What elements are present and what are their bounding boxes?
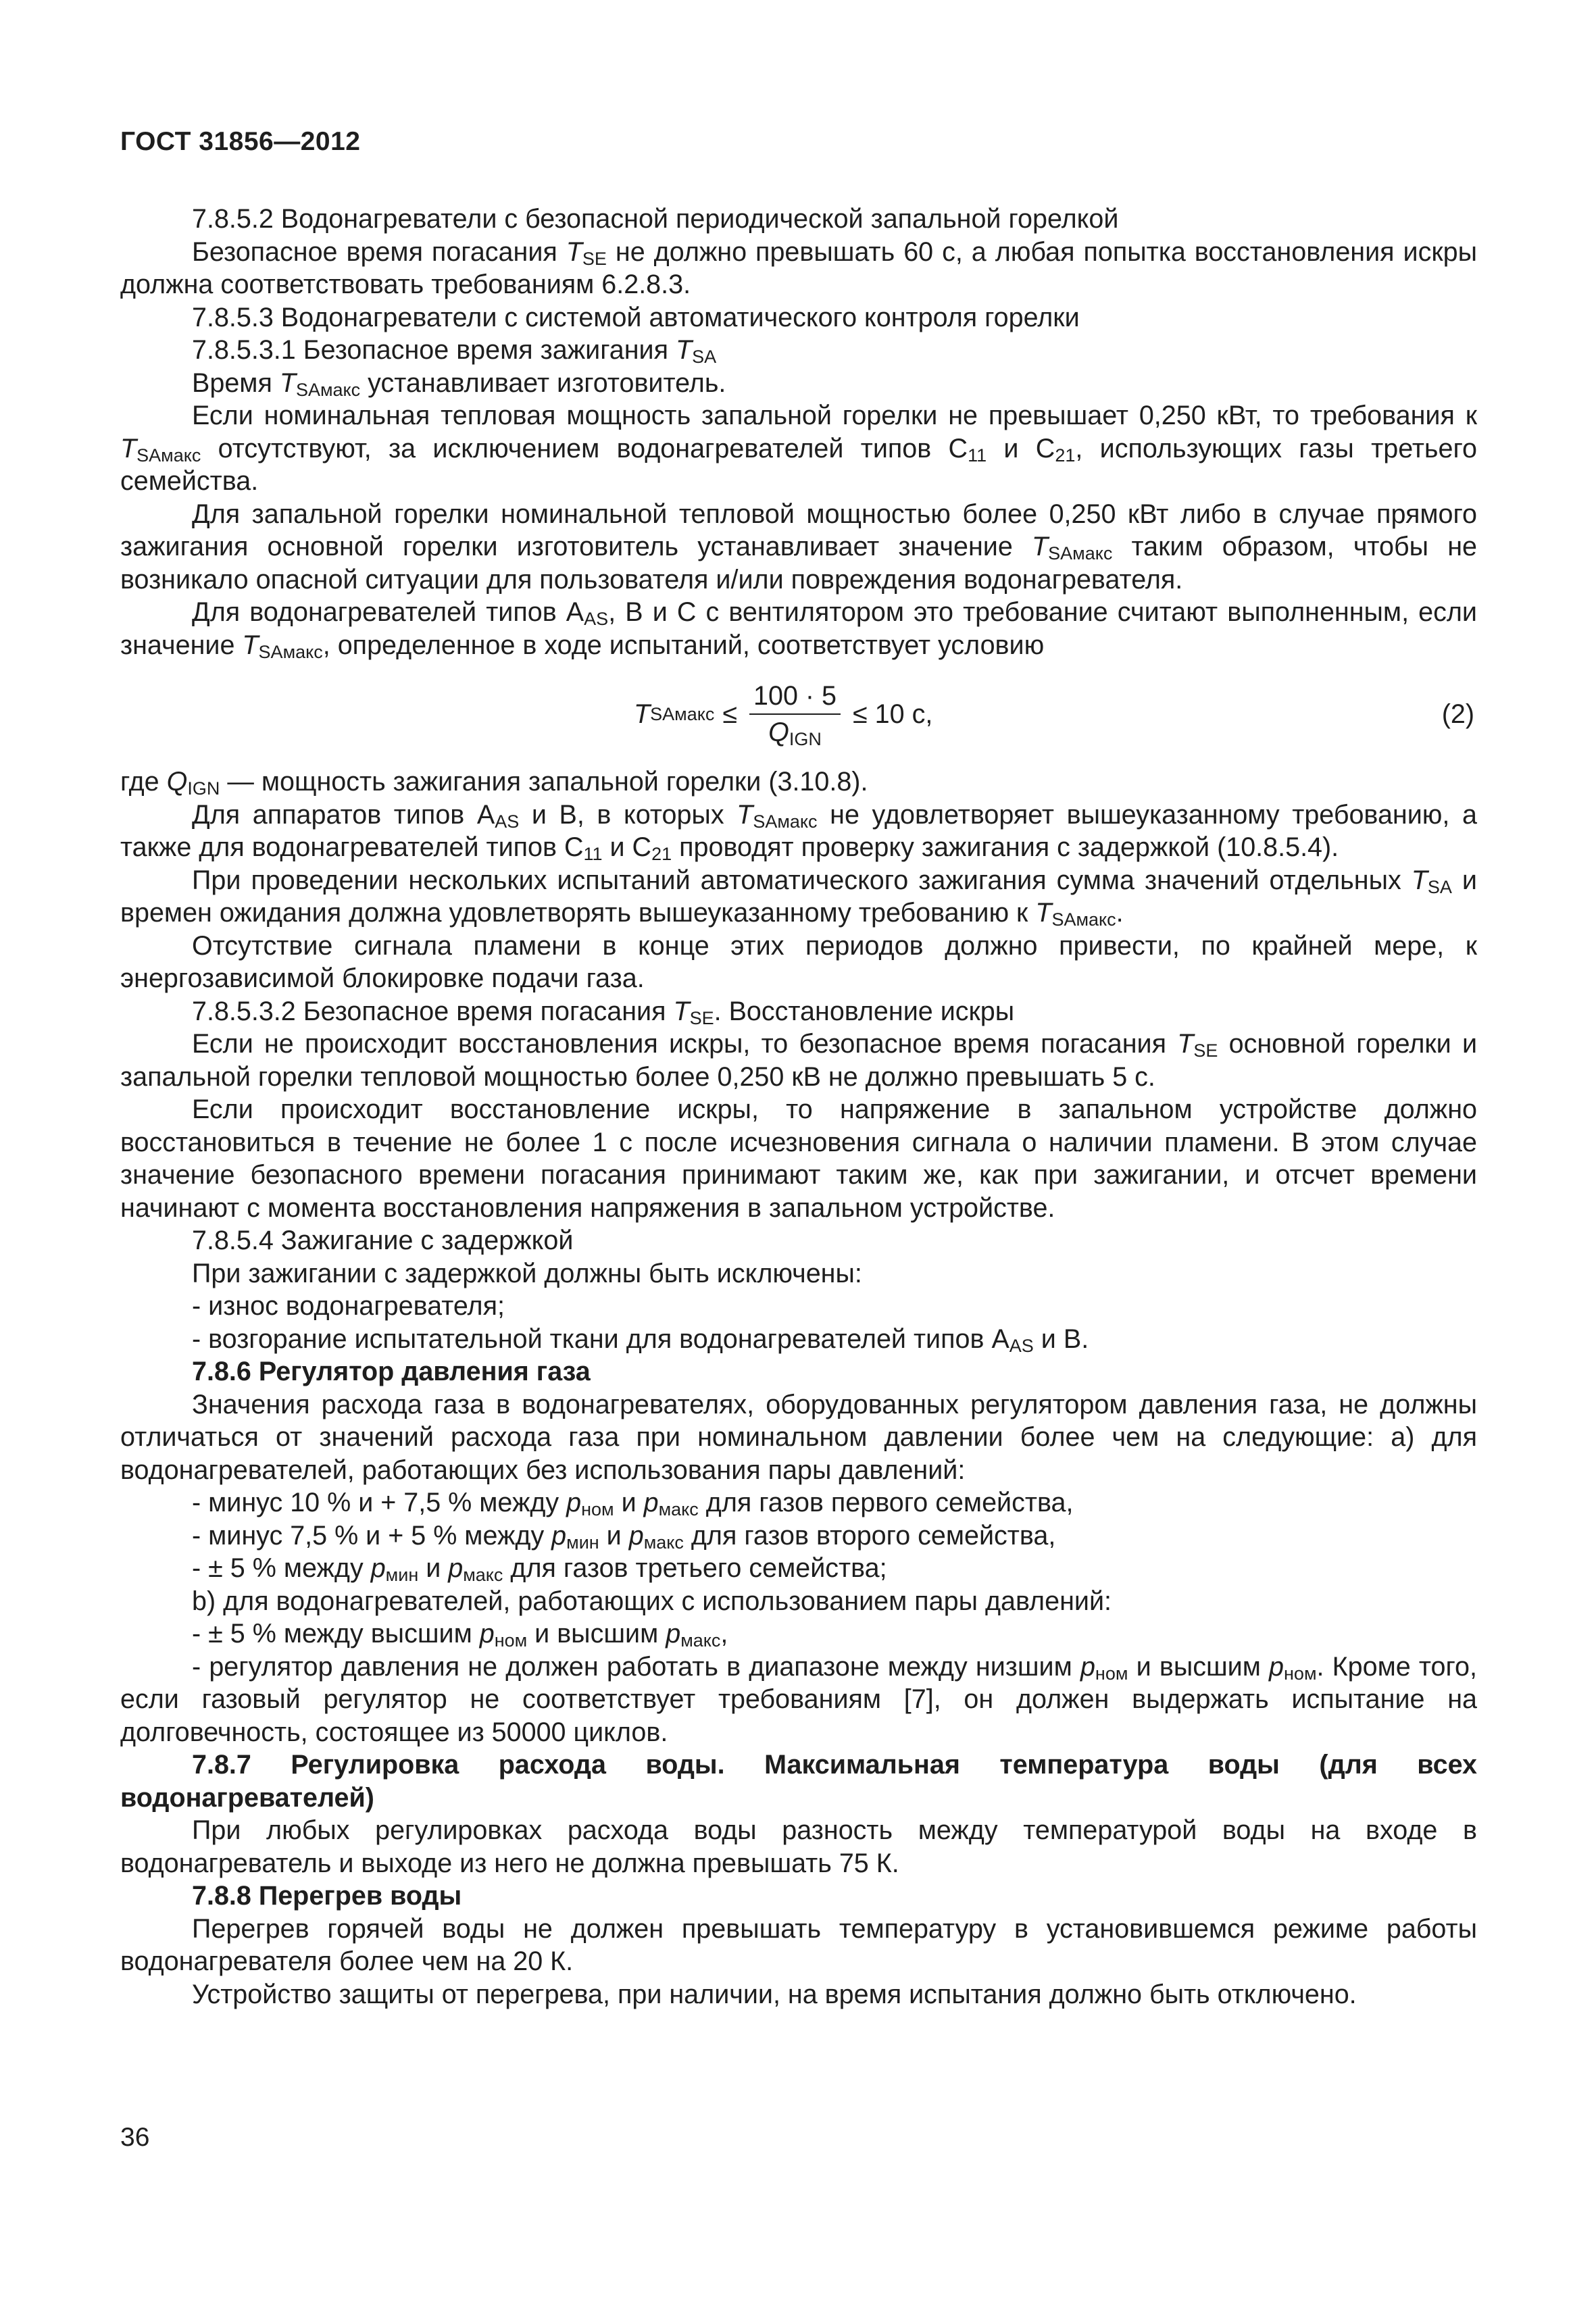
formula-denominator: $Q_{IGN}$ <box>768 718 822 749</box>
list-item: - возгорание испытательной ткани для водонагревателей типов $А_{AS}$ и В. <box>192 1324 1089 1356</box>
list-item: - минус 10 % и + 7,5 % между $p_{ном}$ и $p_{макс}$ для газов первого семейства, <box>192 1488 1074 1519</box>
document-header: ГОСТ 31856—2012 <box>120 127 361 156</box>
paragraph: Если номинальная тепловая мощность запальной горелки не превышает 0,250 кВт, то требования к $T_{SAмакс}$ отсутствуют, за исключением водонагревателей типов $С_{11}$ и $С_{21}$, использующих газы третьего семейства. <box>120 401 1477 496</box>
section-7-8-5-3-1-title: 7.8.5.3.1 Безопасное время зажигания $T_{SA}$ <box>192 335 717 367</box>
list-item: - ± 5 % между $p_{мин}$ и $p_{макс}$ для газов третьего семейства; <box>192 1553 887 1585</box>
formula-number: (2) <box>1441 699 1474 729</box>
paragraph: Время $T_{SAмакс}$ устанавливает изготовитель. <box>192 368 726 400</box>
formula-numerator: 100 · 5 <box>749 681 841 715</box>
section-7-8-5-3-title: 7.8.5.3 Водонагреватели с системой автоматического контроля горелки <box>192 302 1080 332</box>
list-item: - регулятор давления не должен работать в диапазоне между низшим $p_{ном}$ и высшим $p_{ном}$. Кроме того, если газовый регулятор не соответствует требованиям [7], он должен выдержать испытание на долговечность, состоящее из 50000 циклов. <box>120 1651 1478 1747</box>
section-7-8-8-heading: 7.8.8 Перегрев воды <box>192 1881 462 1911</box>
formula-expression: T SAмакс ≤ $\frac{100 \cdot 5}{Q_{IGN}}$ ≤ 10 с, <box>634 681 933 749</box>
section-7-8-7-heading: 7.8.7 Регулировка расхода воды. Максимальная температура воды (для всех водонагревателей) <box>120 1750 1477 1813</box>
list-item: - минус 7,5 % и + 5 % между $p_{мин}$ и $p_{макс}$ для газов второго семейства, <box>192 1520 1056 1553</box>
paragraph: При проведении нескольких испытаний автоматического зажигания сумма значений отдельных $T_{SA}$ и времен ожидания должна удовлетворять вышеуказанному требованию к $T_{SAмакс}$. <box>120 865 1477 930</box>
page-number: 36 <box>120 2123 150 2152</box>
paragraph: При зажигании с задержкой должны быть исключены: <box>192 1258 862 1288</box>
formula-2 <box>120 678 1477 751</box>
paragraph: Безопасное время погасания $T_{SE}$ не должно превышать 60 с, а любая попытка восстановления искры должна соответствовать требованиям 6.2.8.3. <box>120 236 1477 299</box>
paragraph: b) для водонагревателей, работающих с использованием пары давлений: <box>192 1586 1112 1616</box>
paragraph: При любых регулировках расхода воды разность между температурой воды на входе в водонагреватель и выходе из него не должна превышать 75 К. <box>120 1815 1477 1878</box>
section-7-8-5-2-title: 7.8.5.2 Водонагреватели с безопасной периодической запальной горелкой <box>192 204 1119 234</box>
paragraph: Для водонагревателей типов $А_{AS}$, В и С с вентилятором это требование считают выполненным, если значение $T_{SAмакс}$, определенное в ходе испытаний, соответствует условию <box>120 597 1477 662</box>
paragraph: Устройство защиты от перегрева, при наличии, на время испытания должно быть отключено. <box>192 1979 1357 2009</box>
paragraph: Отсутствие сигнала пламени в конце этих периодов должно привести, по крайней мере, к энергозависимой блокировке подачи газа. <box>120 930 1477 993</box>
document-body <box>120 203 1477 2011</box>
section-7-8-5-4-title: 7.8.5.4 Зажигание с задержкой <box>192 1226 574 1255</box>
section-7-8-6-heading: 7.8.6 Регулятор давления газа <box>192 1357 591 1386</box>
paragraph: Если происходит восстановление искры, то напряжение в запальном устройстве должно восстановиться в течение не более 1 с после исчезновения сигнала о наличии пламени. В этом случае значение безопасного времени погасания принимают таким же, как при зажигании, и отсчет времени начинают с момента восстановления напряжения в запальном устройстве. <box>120 1095 1477 1223</box>
paragraph: Значения расхода газа в водонагревателях, оборудованных регулятором давления газа, не должны отличаться от значений расхода газа при номинальном давлении более чем на следующие: a) для водонагревателей, работающих без использования пары давлений: <box>120 1389 1477 1485</box>
formula-fraction <box>749 681 841 747</box>
paragraph: Если не происходит восстановления искры, то безопасное время погасания $T_{SE}$ основной горелки и запальной горелки тепловой мощностью более 0,250 кВ не должно превышать 5 с. <box>120 1029 1478 1092</box>
list-item: - ± 5 % между высшим $p_{ном}$ и высшим $p_{макс}$, <box>192 1619 728 1651</box>
paragraph: где $Q_{IGN}$ — мощность зажигания запальной горелки (3.10.8). <box>120 767 868 799</box>
paragraph: Для аппаратов типов $А_{AS}$ и В, в которых $T_{SAмакс}$ не удовлетворяет вышеуказанному требованию, а также для водонагревателей типов $С_{11}$ и $С_{21}$ проводят проверку зажигания с задержкой (10.8.5.4). <box>120 799 1477 864</box>
paragraph: Перегрев горячей воды не должен превышать температуру в установившемся режиме работы водонагревателя более чем на 20 К. <box>120 1913 1477 1976</box>
list-item: - износ водонагревателя; <box>192 1291 505 1321</box>
section-7-8-5-3-2-title: 7.8.5.3.2 Безопасное время погасания $T_{SE}$. Восстановление искры <box>192 996 1015 1028</box>
paragraph: Для запальной горелки номинальной тепловой мощностью более 0,250 кВт либо в случае прямого зажигания основной горелки изготовитель устанавливает значение $T_{SAмакс}$ таким образом, чтобы не возникало опасной ситуации для пользователя и/или повреждения водонагревателя. <box>120 499 1477 595</box>
